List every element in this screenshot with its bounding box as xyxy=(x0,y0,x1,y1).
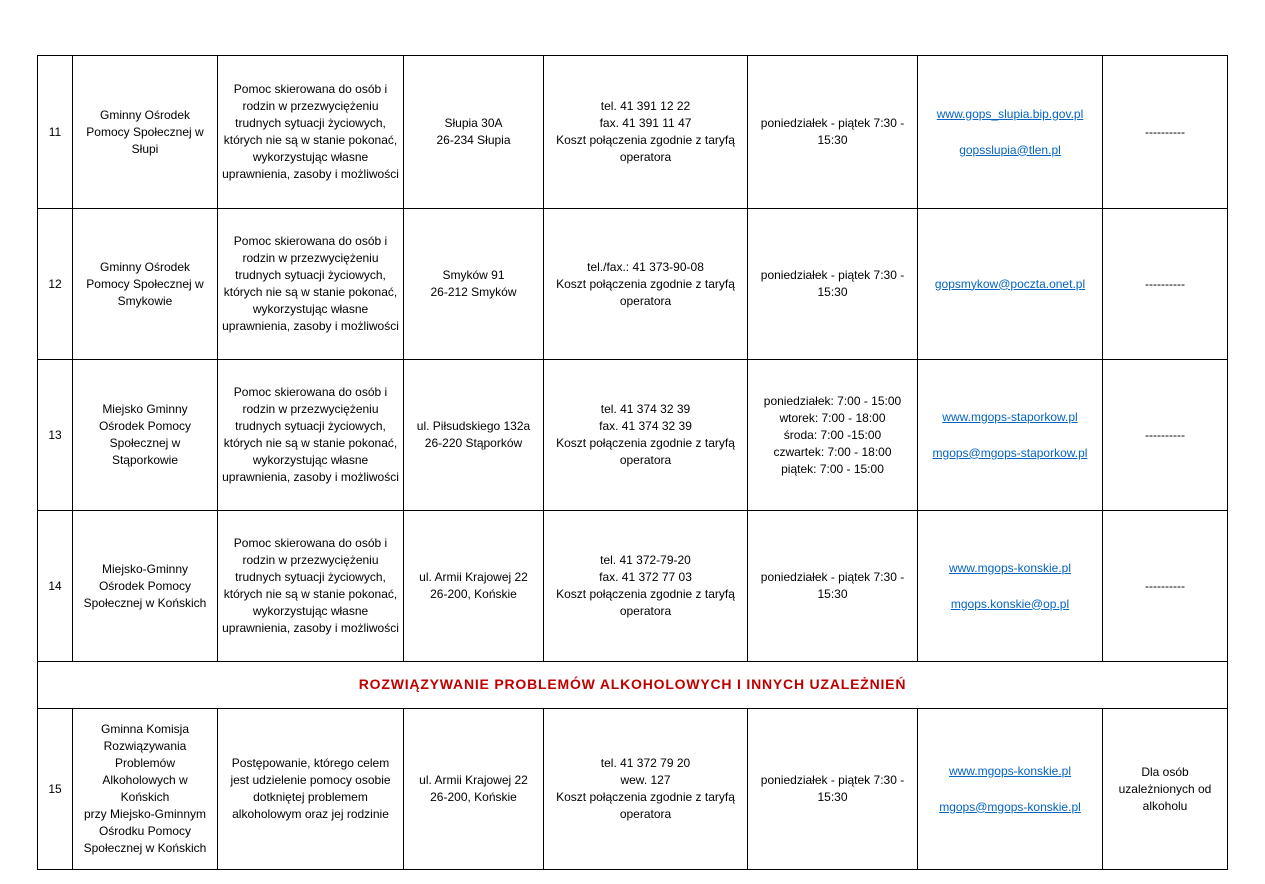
description-cell: Postępowanie, którego celem jest udzielenie pomocy osobie dotkniętej problemem alkoholowym oraz jej rodzinie xyxy=(218,709,404,870)
row-number-cell: 13 xyxy=(38,360,73,511)
notes-cell: ---------- xyxy=(1103,56,1228,209)
section-title: ROZWIĄZYWANIE PROBLEMÓW ALKOHOLOWYCH I INNYCH UZALEŻNIEŃ xyxy=(358,676,907,692)
email-link[interactable]: gopsmykow@poczta.onet.pl xyxy=(934,276,1086,291)
links-cell xyxy=(918,511,1103,662)
links-cell xyxy=(918,209,1103,360)
links-cell xyxy=(918,360,1103,511)
address-cell: Smyków 91 26-212 Smyków xyxy=(404,209,544,360)
row-number-cell: 14 xyxy=(38,511,73,662)
directory-table xyxy=(37,55,1228,870)
institution-name-cell: Miejsko Gminny Ośrodek Pomocy Społecznej w Stąporkowie xyxy=(73,360,218,511)
description-cell: Pomoc skierowana do osób i rodzin w przezwyciężeniu trudnych sytuacji życiowych, których nie są w stanie pokonać, wykorzystując własne uprawnienia, zasoby i możliwości xyxy=(218,209,404,360)
table-row xyxy=(38,56,1228,209)
row-number-cell: 11 xyxy=(38,56,73,209)
notes-cell: Dla osób uzależnionych od alkoholu xyxy=(1103,709,1228,870)
website-link[interactable]: www.mgops-konskie.pl xyxy=(948,763,1072,778)
phone-cell: tel./fax.: 41 373-90-08 Koszt połączenia zgodnie z taryfą operatora xyxy=(544,209,748,360)
hours-cell: poniedziałek - piątek 7:30 - 15:30 xyxy=(748,709,918,870)
hours-cell: poniedziałek: 7:00 - 15:00 wtorek: 7:00 - 18:00 środa: 7:00 -15:00 czwartek: 7:00 - 18:00 piątek: 7:00 - 15:00 xyxy=(748,360,918,511)
description-cell: Pomoc skierowana do osób i rodzin w przezwyciężeniu trudnych sytuacji życiowych, których nie są w stanie pokonać, wykorzystując własne uprawnienia, zasoby i możliwości xyxy=(218,511,404,662)
address-cell: Słupia 30A 26-234 Słupia xyxy=(404,56,544,209)
hours-cell: poniedziałek - piątek 7:30 - 15:30 xyxy=(748,511,918,662)
email-link[interactable]: mgops@mgops-konskie.pl xyxy=(939,799,1081,814)
institution-name-cell: Gminny Ośrodek Pomocy Społecznej w Smykowie xyxy=(73,209,218,360)
email-link[interactable]: mgops.konskie@op.pl xyxy=(950,596,1070,611)
table-row xyxy=(38,360,1228,511)
phone-cell: tel. 41 372-79-20 fax. 41 372 77 03 Koszt połączenia zgodnie z taryfą operatora xyxy=(544,511,748,662)
phone-cell: tel. 41 372 79 20 wew. 127 Koszt połączenia zgodnie z taryfą operatora xyxy=(544,709,748,870)
section-header-cell xyxy=(38,662,1228,709)
row-number-cell: 15 xyxy=(38,709,73,870)
institution-name-cell: Gminny Ośrodek Pomocy Społecznej w Słupi xyxy=(73,56,218,209)
address-cell: ul. Piłsudskiego 132a 26-220 Stąporków xyxy=(404,360,544,511)
notes-cell: ---------- xyxy=(1103,360,1228,511)
hours-cell: poniedziałek - piątek 7:30 - 15:30 xyxy=(748,56,918,209)
address-cell: ul. Armii Krajowej 22 26-200, Końskie xyxy=(404,709,544,870)
section-header-row xyxy=(38,662,1228,709)
phone-cell: tel. 41 374 32 39 fax. 41 374 32 39 Koszt połączenia zgodnie z taryfą operatora xyxy=(544,360,748,511)
notes-cell: ---------- xyxy=(1103,511,1228,662)
email-link[interactable]: mgops@mgops-staporkow.pl xyxy=(932,445,1088,460)
phone-cell: tel. 41 391 12 22 fax. 41 391 11 47 Koszt połączenia zgodnie z taryfą operatora xyxy=(544,56,748,209)
website-link[interactable]: www.gops_slupia.bip.gov.pl xyxy=(936,106,1084,121)
website-link[interactable]: www.mgops-staporkow.pl xyxy=(942,409,1078,424)
description-cell: Pomoc skierowana do osób i rodzin w przezwyciężeniu trudnych sytuacji życiowych, których nie są w stanie pokonać, wykorzystując własne uprawnienia, zasoby i możliwości xyxy=(218,56,404,209)
hours-cell: poniedziałek - piątek 7:30 - 15:30 xyxy=(748,209,918,360)
links-cell xyxy=(918,56,1103,209)
notes-cell: ---------- xyxy=(1103,209,1228,360)
table-row xyxy=(38,709,1228,870)
description-cell: Pomoc skierowana do osób i rodzin w przezwyciężeniu trudnych sytuacji życiowych, których nie są w stanie pokonać, wykorzystując własne uprawnienia, zasoby i możliwości xyxy=(218,360,404,511)
row-number-cell: 12 xyxy=(38,209,73,360)
email-link[interactable]: gopsslupia@tlen.pl xyxy=(959,142,1061,157)
institution-name-cell: Gminna Komisja Rozwiązywania Problemów Alkoholowych w Końskich przy Miejsko-Gminnym Ośrodku Pomocy Społecznej w Końskich xyxy=(73,709,218,870)
address-cell: ul. Armii Krajowej 22 26-200, Końskie xyxy=(404,511,544,662)
institution-name-cell: Miejsko-Gminny Ośrodek Pomocy Społecznej w Końskich xyxy=(73,511,218,662)
website-link[interactable]: www.mgops-konskie.pl xyxy=(948,560,1072,575)
table-row xyxy=(38,511,1228,662)
table-row xyxy=(38,209,1228,360)
links-cell xyxy=(918,709,1103,870)
